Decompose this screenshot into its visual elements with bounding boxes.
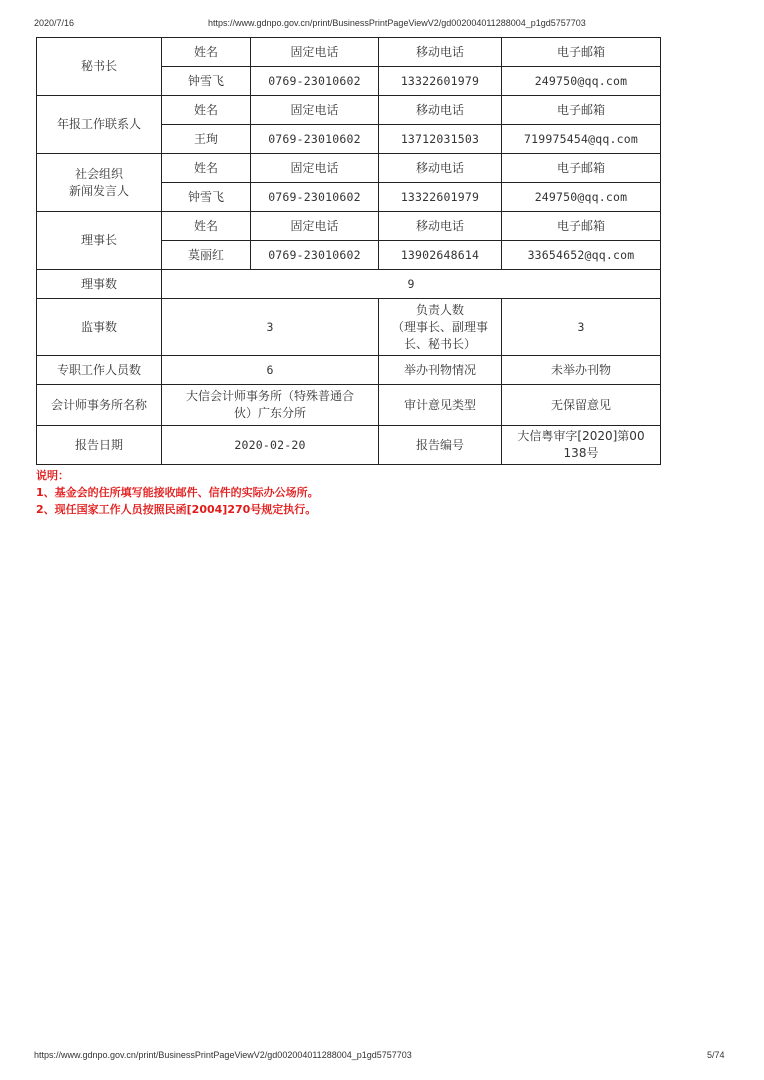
accounting-row — [37, 385, 661, 426]
col-landline-header: 固定电话 — [251, 212, 379, 241]
header-row — [37, 38, 661, 67]
staff-value: 6 — [162, 356, 379, 385]
col-mobile-header: 移动电话 — [379, 154, 502, 183]
col-name-header: 姓名 — [162, 96, 251, 125]
role-label: 理事长 — [37, 212, 162, 270]
directors-label: 理事数 — [37, 270, 162, 299]
col-name-header: 姓名 — [162, 154, 251, 183]
role-label: 秘书长 — [37, 38, 162, 96]
report-date-value: 2020-02-20 — [162, 426, 379, 465]
header-row — [37, 154, 661, 183]
col-name-header: 姓名 — [162, 212, 251, 241]
col-email-header: 电子邮箱 — [502, 96, 661, 125]
contact-email: 719975454@qq.com — [502, 125, 661, 154]
note-item: 1、基金会的住所填写能接收邮件、信件的实际办公场所。 — [36, 486, 319, 499]
contact-landline: 0769-23010602 — [251, 125, 379, 154]
contact-name: 莫丽红 — [162, 241, 251, 270]
col-email-header: 电子邮箱 — [502, 212, 661, 241]
report-number-value: 大信粤审字[2020]第00 138号 — [502, 426, 661, 465]
page-number: 5/74 — [707, 1050, 725, 1060]
col-mobile-header: 移动电话 — [379, 96, 502, 125]
contact-mobile: 13712031503 — [379, 125, 502, 154]
col-landline-header: 固定电话 — [251, 38, 379, 67]
contact-name: 钟雪飞 — [162, 67, 251, 96]
contact-name: 钟雪飞 — [162, 183, 251, 212]
staff-row — [37, 356, 661, 385]
contact-mobile: 13322601979 — [379, 67, 502, 96]
notes-section — [36, 467, 319, 518]
audit-opinion-value: 无保留意见 — [502, 385, 661, 426]
supervisors-row — [37, 299, 661, 356]
header-row — [37, 96, 661, 125]
print-url: https://www.gdnpo.gov.cn/print/BusinessPrintPageViewV2/gd002004011288004_p1gd5757703 — [208, 18, 586, 28]
contact-email: 249750@qq.com — [502, 183, 661, 212]
print-date: 2020/7/16 — [34, 18, 75, 28]
staff-label: 专职工作人员数 — [37, 356, 162, 385]
col-landline-header: 固定电话 — [251, 154, 379, 183]
contact-email: 249750@qq.com — [502, 67, 661, 96]
supervisors-value: 3 — [162, 299, 379, 356]
role-label: 年报工作联系人 — [37, 96, 162, 154]
note-item: 2、现任国家工作人员按照民函[2004]270号规定执行。 — [36, 503, 317, 516]
col-email-header: 电子邮箱 — [502, 154, 661, 183]
directors-row — [37, 270, 661, 299]
publication-label: 举办刊物情况 — [379, 356, 502, 385]
accounting-firm-value: 大信会计师事务所（特殊普通合 伙）广东分所 — [162, 385, 379, 426]
contact-email: 33654652@qq.com — [502, 241, 661, 270]
role-label: 社会组织 新闻发言人 — [37, 154, 162, 212]
contact-landline: 0769-23010602 — [251, 183, 379, 212]
footer-url: https://www.gdnpo.gov.cn/print/BusinessPrintPageViewV2/gd002004011288004_p1gd5757703 — [34, 1050, 412, 1060]
contact-mobile: 13902648614 — [379, 241, 502, 270]
contact-mobile: 13322601979 — [379, 183, 502, 212]
col-mobile-header: 移动电话 — [379, 212, 502, 241]
col-name-header: 姓名 — [162, 38, 251, 67]
audit-opinion-label: 审计意见类型 — [379, 385, 502, 426]
contact-name: 王珣 — [162, 125, 251, 154]
directors-value: 9 — [162, 270, 661, 299]
report-date-label: 报告日期 — [37, 426, 162, 465]
report-number-label: 报告编号 — [379, 426, 502, 465]
col-mobile-header: 移动电话 — [379, 38, 502, 67]
col-email-header: 电子邮箱 — [502, 38, 661, 67]
leaders-count-value: 3 — [502, 299, 661, 356]
publication-value: 未举办刊物 — [502, 356, 661, 385]
header-row — [37, 212, 661, 241]
notes-title: 说明： — [36, 469, 69, 482]
report-row — [37, 426, 661, 465]
accounting-firm-label: 会计师事务所名称 — [37, 385, 162, 426]
contact-landline: 0769-23010602 — [251, 241, 379, 270]
contact-info-table — [36, 37, 661, 465]
leaders-count-label: 负责人数 （理事长、副理事 长、秘书长） — [379, 299, 502, 356]
col-landline-header: 固定电话 — [251, 96, 379, 125]
contact-landline: 0769-23010602 — [251, 67, 379, 96]
supervisors-label: 监事数 — [37, 299, 162, 356]
